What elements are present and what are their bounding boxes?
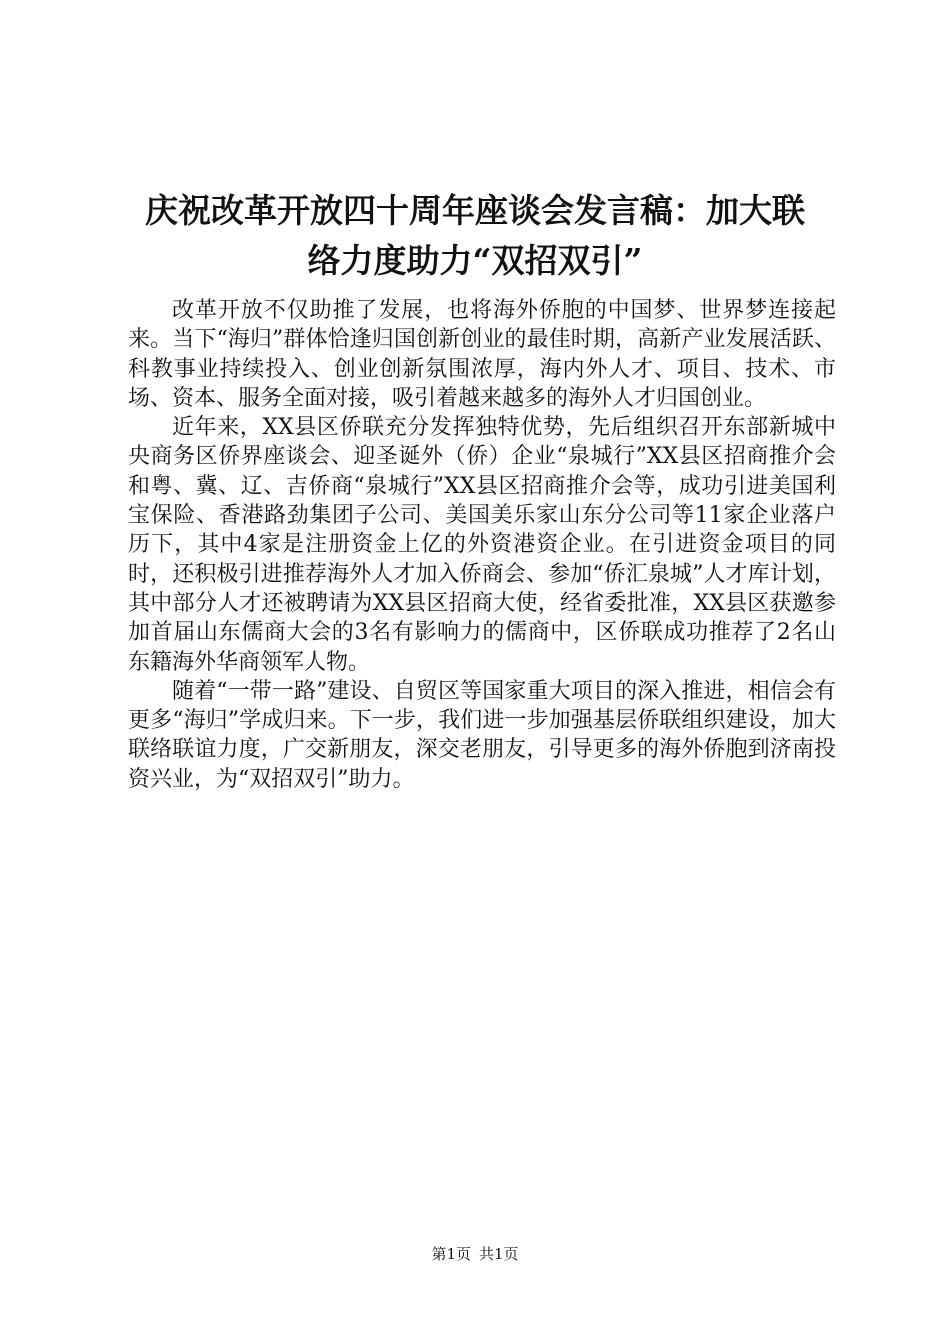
title-line-2: 络力度助力“双招双引” (307, 241, 643, 280)
title-line-1: 庆祝改革开放四十周年座谈会发言稿：加大联 (145, 191, 805, 230)
page-number-current: 第1页 (431, 1245, 471, 1263)
document-title (118, 186, 832, 286)
document-body (128, 296, 836, 794)
page-footer (0, 1244, 950, 1264)
paragraph-3: 随着“一带一路”建设、自贸区等国家重大项目的深入推进，相信会有更多“海归”学成归来。下一步，我们进一步加强基层侨联组织建设，加大联络联谊力度，广交新朋友，深交老朋友，引导更多的海外侨胞到济南投资兴业，为“双招双引”助力。 (128, 678, 836, 792)
paragraph-2: 近年来，XX县区侨联充分发挥独特优势，先后组织召开东部新城中央商务区侨界座谈会、迎圣诞外（侨）企业“泉城行”XX县区招商推介会和粤、冀、辽、吉侨商“泉城行”XX县区招商推介会等，成功引进美国利宝保险、香港路劲集团子公司、美国美乐家山东分公司等11家企业落户历下，其中4家是注册资金上亿的外资港资企业。在引进资金项目的同时，还积极引进推荐海外人才加入侨商会、参加“侨汇泉城”人才库计划，其中部分人才还被聘请为XX县区招商大使，经省委批准，XX县区获邀参加首届山东儒商大会的3名有影响力的儒商中，区侨联成功推荐了2名山东籍海外华商领军人物。 (128, 415, 836, 675)
paragraph-1: 改革开放不仅助推了发展，也将海外侨胞的中国梦、世界梦连接起来。当下“海归”群体恰逢归国创新创业的最佳时期，高新产业发展活跃、科教事业持续投入、创业创新氛围浓厚，海内外人才、项目、技术、市场、资本、服务全面对接，吸引着越来越多的海外人才归国创业。 (128, 298, 836, 411)
page-number-total: 共1页 (479, 1245, 519, 1263)
